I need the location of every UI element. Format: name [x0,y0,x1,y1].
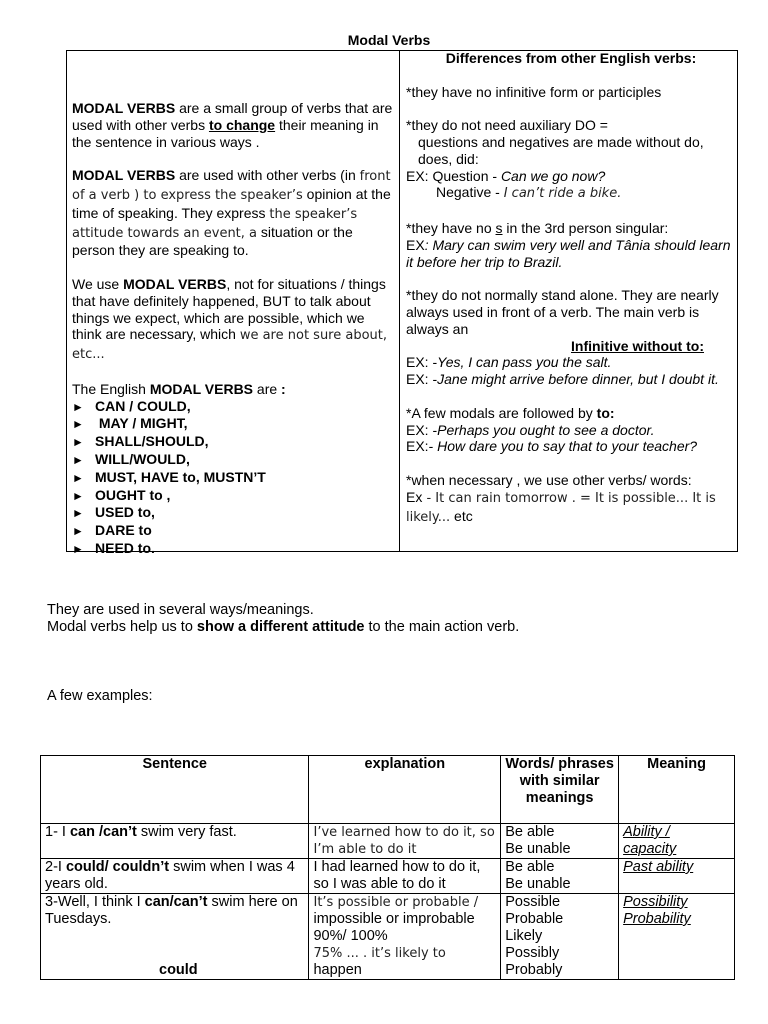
words-cell: Possible Probable Likely Possibly Probably [501,894,619,980]
right-column [406,50,736,526]
difference-2-negative: Negative - I can’t ride a bike. [436,184,622,202]
definition-paragraph: MODAL VERBS are a small group of verbs that are used with other verbs to change their meaning in the sentence in various ways . [72,100,393,150]
page-title: Modal Verbs [347,32,431,48]
bullet-arrow-icon: ► [72,524,84,539]
difference-5-example-2: EX:- How dare you to say that to your teacher? [406,438,698,455]
list-item: ► SHALL/SHOULD, [72,433,209,450]
list-item: ► OUGHT to , [72,486,171,503]
difference-1: *they have no infinitive form or participles [406,83,662,100]
bullet-arrow-icon: ► [72,541,84,556]
difference-2-detail: questions and negatives are made without do, does, did: [418,133,704,167]
table-row [41,859,735,894]
list-item: ► WILL/WOULD, [72,450,190,467]
explanation-cell: I had learned how to do it, so I was able to do it [309,859,501,894]
list-item: ► MUST, HAVE to, MUSTN’T [72,468,266,485]
table-header-row [41,756,735,824]
modal-verbs-list [72,398,396,558]
bullet-arrow-icon: ► [72,470,84,485]
usage-paragraph: MODAL VERBS are used with other verbs (in front of a verb ) to express the speaker’s opinion at the time of speaking. They express the speaker’s attitude towards an event, a situation or the person they are speaking to. [72,167,391,259]
attitude-line: Modal verbs help us to show a different attitude to the main action verb. [47,619,520,635]
list-item: ► USED to, [72,504,155,521]
meaning-cell: Ability / capacity [619,824,735,859]
bullet-arrow-icon: ► [72,452,84,467]
box-divider [399,50,400,552]
examples-table [40,755,735,980]
infinitive-heading: Infinitive without to: [571,337,704,354]
examples-label: A few examples: [47,688,153,704]
explanation-cell: I’ve learned how to do it, so I’m able to do it [309,824,501,859]
difference-3: *they have no s in the 3rd person singular: [406,219,669,236]
bullet-arrow-icon: ► [72,399,84,414]
bullet-arrow-icon: ► [72,488,84,503]
difference-3-example: EX: Mary can swim very well and Tânia should learn it before her trip to Brazil. [406,236,731,270]
explanation-cell: It’s possible or probable / impossible or improbable 90%/ 100% 75% ... . it’s likely to happen [309,894,501,980]
differences-heading: Differences from other English verbs: [445,50,697,66]
list-intro: The English MODAL VERBS are : [72,380,286,397]
list-item: ► DARE to [72,522,152,539]
table-row [41,894,735,980]
difference-5: *A few modals are followed by to: [406,404,615,421]
list-item: ► CAN / COULD, [72,397,191,414]
words-cell: Be able Be unable [501,859,619,894]
bullet-arrow-icon: ► [72,435,84,450]
header-meaning: Meaning [619,756,735,824]
difference-4-example-2: EX: -Jane might arrive before dinner, but I doubt it. [406,371,719,388]
difference-2: *they do not need auxiliary DO = [406,117,608,134]
difference-6-example: Ex - It can rain tomorrow . = It is possible... It is likely... etc [406,488,716,525]
table-row [41,824,735,859]
meaning-cell: Past ability [619,859,735,894]
uses-line: They are used in several ways/meanings. [47,602,314,618]
difference-6: *when necessary , we use other verbs/ words: [406,471,692,488]
list-item: ► NEED to. [72,539,155,556]
meaning-cell: Possibility Probability [619,894,735,980]
difference-4-example-1: EX: -Yes, I can pass you the salt. [406,354,612,371]
difference-2-question: EX: Question - Can we go now? [406,167,606,184]
could-label: could [159,962,198,978]
left-column [72,100,396,558]
bullet-arrow-icon: ► [72,417,84,432]
sentence-cell: 1- I can /can’t swim very fast. [41,824,309,859]
header-words: Words/ phrases with similar meanings [501,756,619,824]
bullet-arrow-icon: ► [72,506,84,521]
difference-5-example-1: EX: -Perhaps you ought to see a doctor. [406,421,655,438]
intro-text [47,602,747,636]
header-sentence: Sentence [41,756,309,824]
difference-4: *they do not normally stand alone. They are nearly always used in front of a verb. The main verb is always an [406,287,719,337]
words-cell: Be able Be unable [501,824,619,859]
header-explanation: explanation [309,756,501,824]
we-use-paragraph: We use MODAL VERBS, not for situations / things that have definitely happened, BUT to talk about things we expect, which are possible, which we think are necessary, which we are not sure about, etc... [72,275,388,363]
sentence-cell: 3-Well, I think I can/can’t swim here on Tuesdays. could [41,894,309,980]
sentence-cell: 2-I could/ couldn’t swim when I was 4 years old. [41,859,309,894]
list-item: ► MAY / MIGHT, [72,415,188,432]
